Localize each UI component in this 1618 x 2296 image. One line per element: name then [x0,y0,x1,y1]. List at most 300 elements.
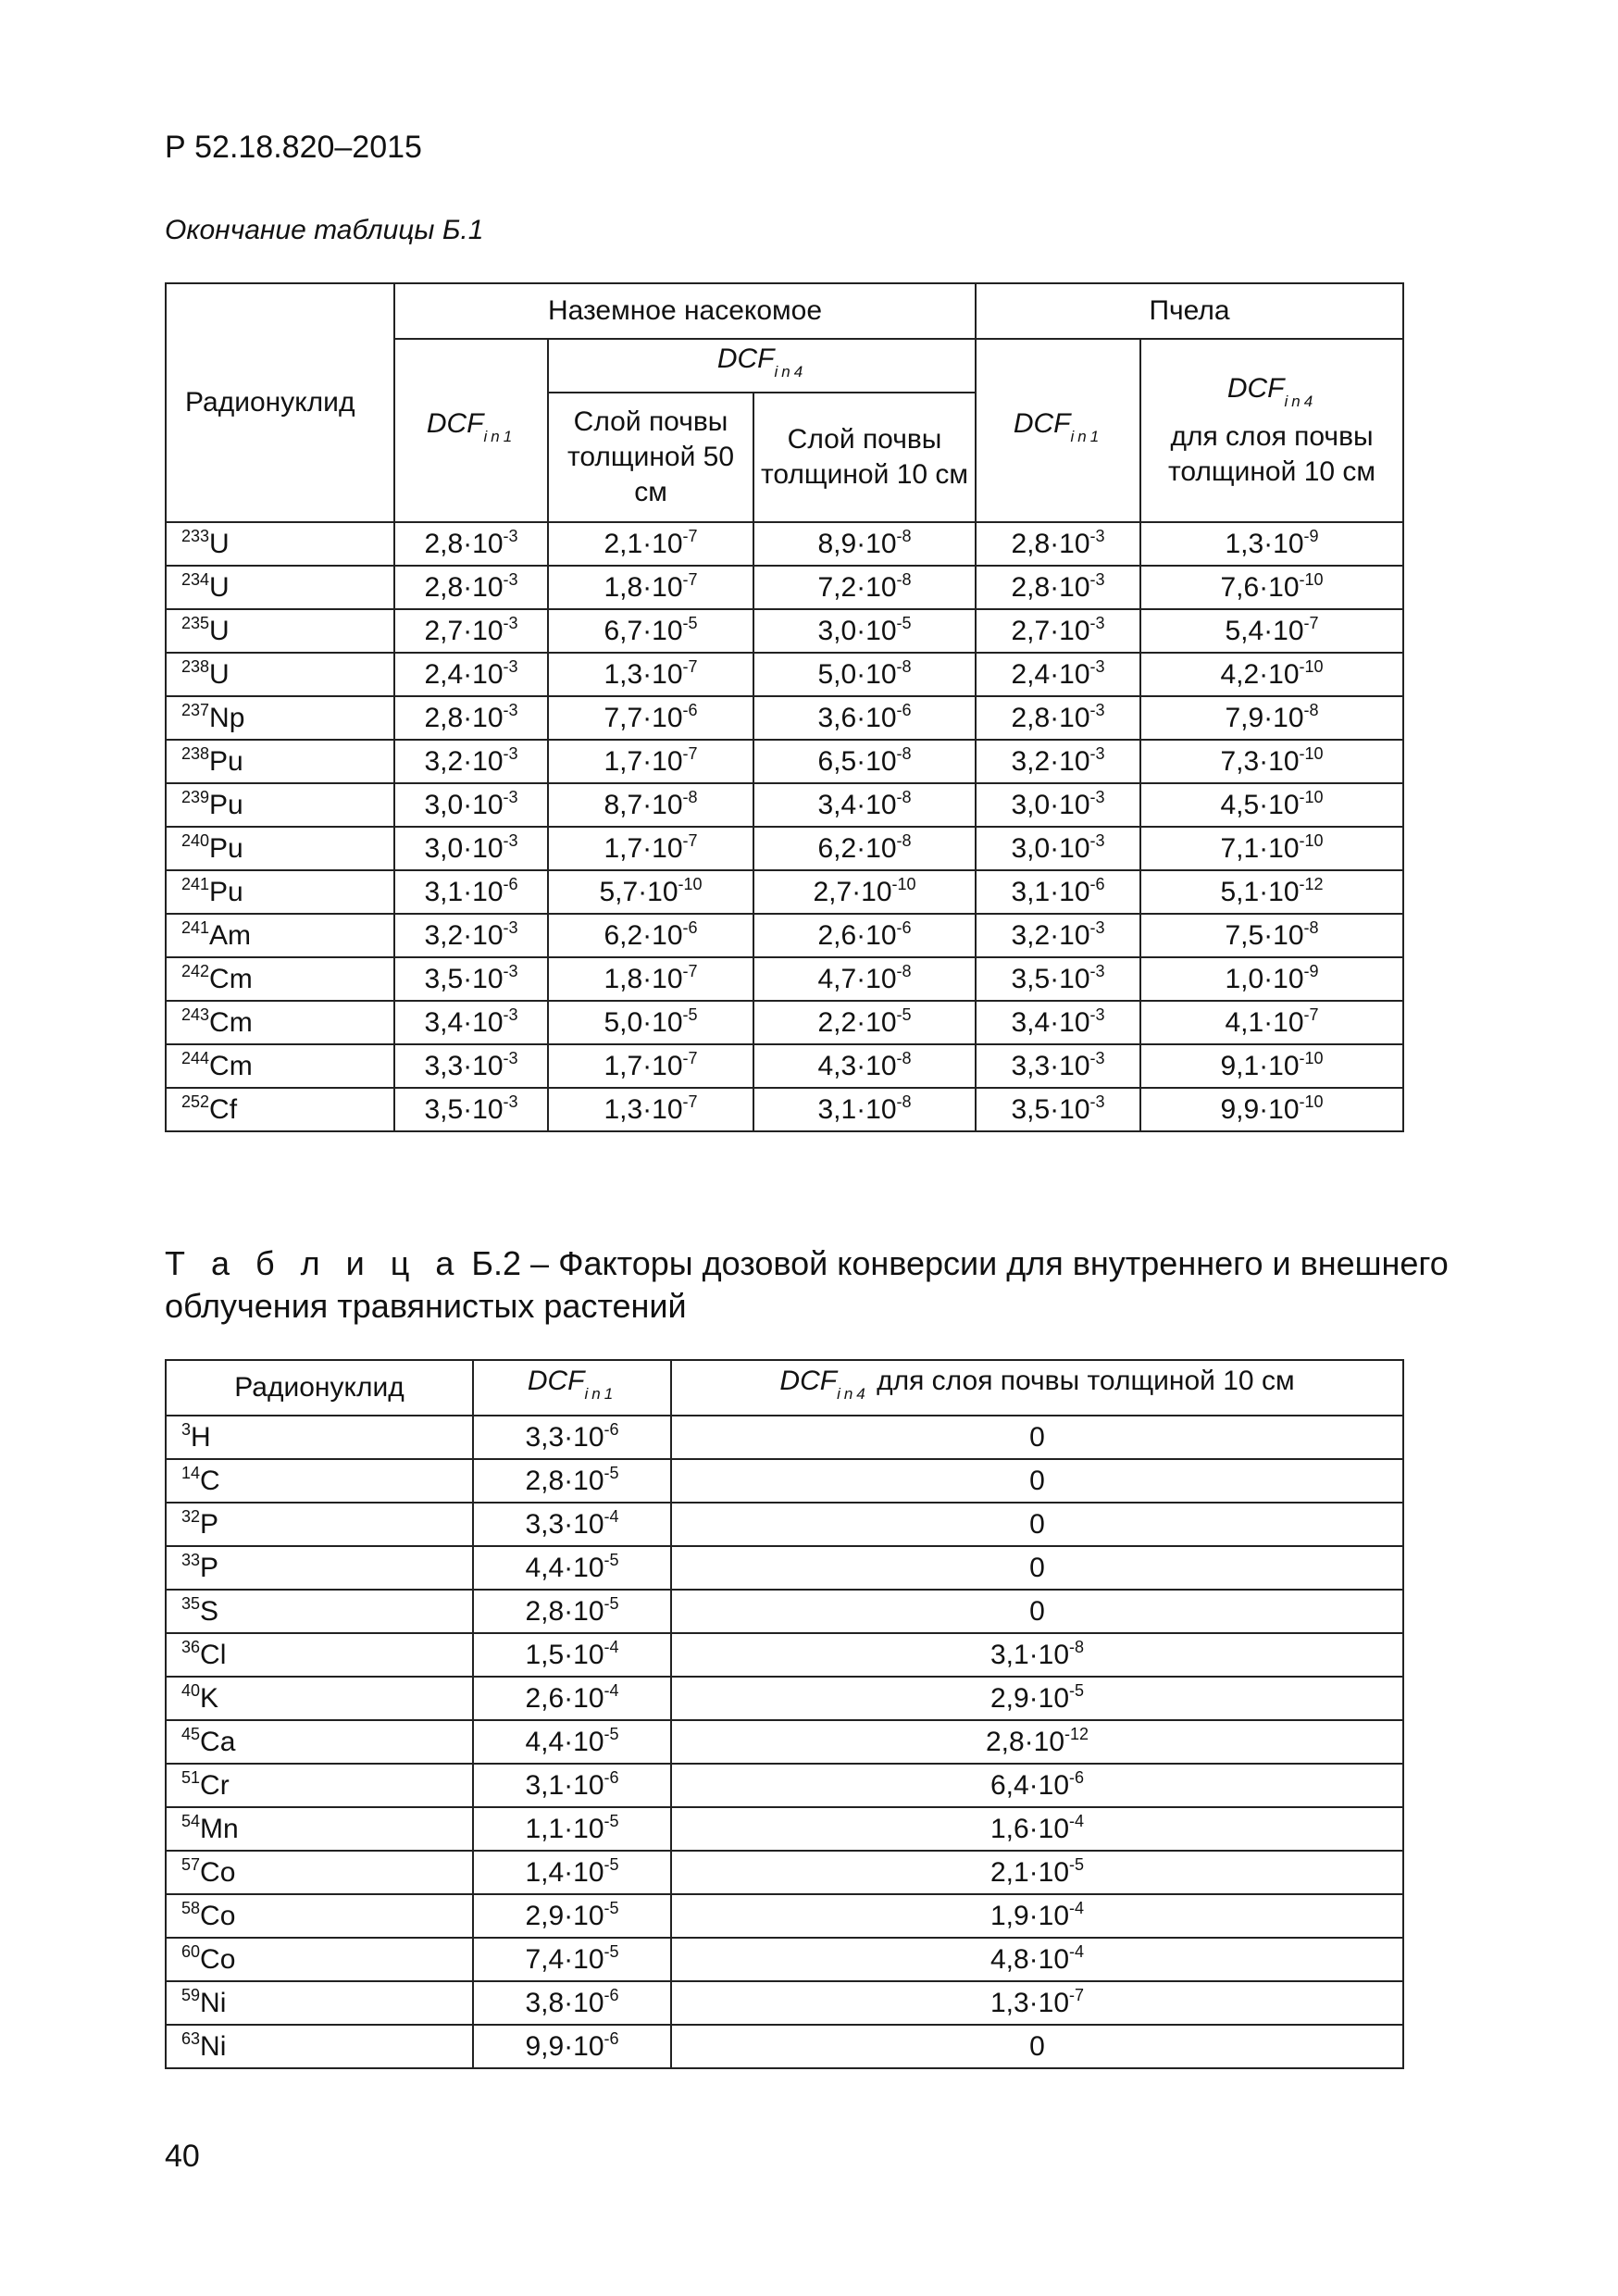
value-cell [1140,1001,1403,1044]
dcf-label: DCF [716,343,775,374]
value-exponent: -6 [682,700,698,719]
table-row [166,1894,1403,1938]
dcf-subscript: in4 [837,1385,869,1403]
value-exponent: -3 [503,961,518,980]
element-symbol: Cf [209,1093,238,1125]
value-mantissa: 4,2·10 [1220,658,1300,690]
value-exponent: -3 [1089,1004,1105,1024]
value-exponent: -3 [1089,569,1105,589]
value-mantissa: 0 [1029,1552,1045,1583]
value-cell [473,1764,671,1807]
value-cell [753,1044,976,1088]
value-exponent: -4 [604,1680,619,1700]
value-mantissa: 8,9·10 [817,528,897,559]
value-cell [473,2025,671,2068]
value-exponent: -9 [1303,526,1319,545]
value-mantissa: 3,2·10 [424,919,504,951]
value-cell [976,957,1140,1001]
table-row [166,1590,1403,1633]
value-mantissa: 3,0·10 [424,789,504,820]
table-row [166,1633,1403,1677]
value-exponent: -7 [1303,613,1319,632]
value-mantissa: 7,9·10 [1225,702,1304,733]
value-cell [394,827,548,870]
element-symbol: Co [200,1856,236,1888]
table-row [166,1981,1403,2025]
value-exponent: -6 [604,1985,619,2004]
dcf-label: DCF [1013,408,1071,439]
value-mantissa: 3,5·10 [424,963,504,994]
value-cell [473,1677,671,1720]
value-exponent: -10 [1299,1048,1324,1067]
value-mantissa: 3,3·10 [1011,1050,1090,1081]
value-cell [394,566,548,609]
value-mantissa: 2,7·10 [424,615,504,646]
radionuclide-cell [166,783,394,827]
value-cell [473,1590,671,1633]
value-mantissa: 4,8·10 [989,1943,1070,1975]
element-symbol: Pu [209,832,243,864]
radionuclide-cell [166,1503,473,1546]
table-row [166,1088,1403,1131]
value-exponent: -6 [896,917,912,937]
value-exponent: -5 [604,1898,619,1917]
value-exponent: -5 [1069,1854,1085,1874]
value-exponent: -5 [682,613,698,632]
value-cell [753,870,976,914]
element-symbol: Np [209,702,245,733]
value-mantissa: 3,2·10 [424,745,504,777]
value-cell [548,522,753,566]
value-mantissa: 2,8·10 [1011,702,1090,733]
header-radionuclide: Радионуклид [166,1360,473,1416]
mass-number: 238 [181,656,210,676]
radionuclide-cell [166,1851,473,1894]
value-mantissa: 0 [1029,1508,1045,1540]
value-exponent: -9 [1303,961,1319,980]
radionuclide-cell [166,2025,473,2068]
radionuclide-cell [166,740,394,783]
value-cell [671,2025,1403,2068]
table-row [166,653,1403,696]
value-exponent: -6 [1069,1767,1085,1787]
value-cell [753,1001,976,1044]
header-insect-dcf-in4 [548,339,976,393]
value-exponent: -10 [1299,569,1324,589]
value-mantissa: 2,7·10 [1011,615,1090,646]
value-exponent: -7 [682,961,698,980]
value-mantissa: 2,8·10 [1011,528,1090,559]
element-symbol: C [200,1465,220,1496]
value-exponent: -7 [682,1048,698,1067]
value-mantissa: 2,8·10 [424,528,504,559]
value-cell [473,1633,671,1677]
value-cell [976,827,1140,870]
value-mantissa: 1,3·10 [604,1093,683,1125]
value-exponent: -7 [682,743,698,763]
mass-number: 51 [181,1767,201,1787]
element-symbol: Mn [200,1813,239,1844]
element-symbol: Cm [209,963,253,994]
value-exponent: -3 [1089,787,1105,806]
mass-number: 241 [181,874,210,893]
value-exponent: -10 [891,874,916,893]
value-cell [394,783,548,827]
value-mantissa: 2,4·10 [424,658,504,690]
value-cell [671,1764,1403,1807]
mass-number: 57 [181,1854,201,1874]
radionuclide-cell [166,696,394,740]
value-cell [473,1938,671,1981]
value-mantissa: 7,5·10 [1225,919,1304,951]
value-exponent: -5 [604,1550,619,1569]
value-mantissa: 7,7·10 [604,702,683,733]
value-mantissa: 1,8·10 [604,963,683,994]
value-cell [753,740,976,783]
value-mantissa: 3,1·10 [817,1093,897,1125]
value-cell [1140,696,1403,740]
value-exponent: -4 [1069,1898,1085,1917]
element-symbol: P [200,1508,219,1540]
value-mantissa: 2,6·10 [525,1682,604,1714]
value-mantissa: 7,3·10 [1220,745,1300,777]
value-cell [976,566,1140,609]
value-cell [671,1546,1403,1590]
value-mantissa: 2,6·10 [817,919,897,951]
value-cell [1140,653,1403,696]
value-exponent: -3 [503,830,518,850]
value-cell [394,609,548,653]
value-mantissa: 3,1·10 [1011,876,1090,907]
value-cell [548,914,753,957]
value-mantissa: 3,4·10 [424,1006,504,1038]
value-cell [671,1894,1403,1938]
table-row [166,870,1403,914]
value-exponent: -8 [1303,700,1319,719]
table-row [166,1503,1403,1546]
value-mantissa: 1,7·10 [604,1050,683,1081]
value-mantissa: 1,7·10 [604,745,683,777]
value-exponent: -6 [1089,874,1105,893]
value-cell [473,1416,671,1459]
value-exponent: -3 [1089,1092,1105,1111]
value-mantissa: 4,1·10 [1225,1006,1304,1038]
value-exponent: -10 [1299,787,1324,806]
radionuclide-cell [166,1633,473,1677]
value-mantissa: 1,0·10 [1225,963,1304,994]
dcf-label: DCF [779,1366,838,1396]
value-mantissa: 5,4·10 [1225,615,1304,646]
header-radionuclide: Радионуклид [166,283,394,522]
mass-number: 32 [181,1506,201,1526]
value-mantissa: 6,7·10 [604,615,683,646]
table1-caption: Окончание таблицы Б.1 [165,215,484,245]
radionuclide-cell [166,1764,473,1807]
caption-text: Б.2 – Факторы дозовой конверсии для внутреннего и внешнего облучения травянистых растений [165,1244,1449,1325]
value-mantissa: 2,9·10 [989,1682,1070,1714]
value-mantissa: 0 [1029,1421,1045,1453]
value-cell [1140,740,1403,783]
value-cell [548,740,753,783]
value-exponent: -5 [604,1811,619,1830]
mass-number: 242 [181,961,210,980]
value-cell [671,1720,1403,1764]
value-cell [976,1044,1140,1088]
value-mantissa: 2,8·10 [424,702,504,733]
value-exponent: -7 [1069,1985,1085,2004]
value-exponent: -10 [678,874,703,893]
value-exponent: -3 [503,613,518,632]
value-cell [548,827,753,870]
value-cell [976,1088,1140,1131]
element-symbol: U [209,571,230,603]
value-mantissa: 3,3·10 [525,1508,604,1540]
value-exponent: -7 [682,569,698,589]
table-row [166,696,1403,740]
mass-number: 244 [181,1048,210,1067]
value-mantissa: 2,2·10 [817,1006,897,1038]
value-cell [1140,522,1403,566]
table-row [166,740,1403,783]
value-cell [753,1088,976,1131]
dcf-subscript: in1 [1070,428,1103,445]
value-exponent: -3 [1089,700,1105,719]
element-symbol: U [209,528,230,559]
value-mantissa: 7,2·10 [817,571,897,603]
value-exponent: -3 [1089,526,1105,545]
element-symbol: Ni [200,1987,227,2018]
value-mantissa: 3,1·10 [424,876,504,907]
element-symbol: Pu [209,789,243,820]
radionuclide-cell [166,957,394,1001]
mass-number: 63 [181,2028,201,2048]
value-exponent: -3 [503,526,518,545]
radionuclide-cell [166,870,394,914]
value-cell [976,870,1140,914]
value-cell [473,1503,671,1546]
table-row [166,566,1403,609]
value-cell [753,827,976,870]
dcf-subscript: in1 [584,1385,617,1403]
header-soil-50cm: Слой почвы толщиной 50 см [548,393,753,522]
value-mantissa: 1,7·10 [604,832,683,864]
value-cell [671,1807,1403,1851]
element-symbol: Pu [209,745,243,777]
value-exponent: -5 [604,1854,619,1874]
element-symbol: K [200,1682,219,1714]
value-mantissa: 2,8·10 [525,1595,604,1627]
element-symbol: Co [200,1943,236,1975]
value-exponent: -7 [682,1092,698,1111]
value-cell [1140,783,1403,827]
table-b1 [165,282,1404,1132]
value-exponent: -7 [1303,1004,1319,1024]
value-exponent: -3 [503,700,518,719]
value-exponent: -8 [1069,1637,1085,1656]
value-mantissa: 3,5·10 [1011,1093,1090,1125]
value-cell [753,566,976,609]
radionuclide-cell [166,1677,473,1720]
value-cell [976,783,1140,827]
value-exponent: -5 [604,1941,619,1961]
value-exponent: -6 [896,700,912,719]
mass-number: 241 [181,917,210,937]
value-cell [473,1851,671,1894]
value-mantissa: 1,5·10 [525,1639,604,1670]
mass-number: 59 [181,1985,201,2004]
dcf-label: DCF [527,1366,585,1396]
value-exponent: -12 [1064,1724,1089,1743]
value-exponent: -3 [503,569,518,589]
mass-number: 240 [181,830,210,850]
value-exponent: -10 [1299,830,1324,850]
header-bee: Пчела [976,283,1403,339]
table-row [166,1764,1403,1807]
value-exponent: -3 [1089,1048,1105,1067]
value-cell [394,914,548,957]
value-cell [548,653,753,696]
value-exponent: -5 [604,1593,619,1613]
value-cell [753,783,976,827]
value-mantissa: 3,8·10 [525,1987,604,2018]
radionuclide-cell [166,1416,473,1459]
value-mantissa: 3,0·10 [817,615,897,646]
value-mantissa: 2,8·10 [424,571,504,603]
value-cell [671,1677,1403,1720]
document-code: Р 52.18.820–2015 [165,130,422,165]
value-mantissa: 2,7·10 [813,876,892,907]
value-cell [548,609,753,653]
element-symbol: S [200,1595,219,1627]
radionuclide-cell [166,1459,473,1503]
value-exponent: -8 [1303,917,1319,937]
value-mantissa: 9,1·10 [1220,1050,1300,1081]
value-exponent: -6 [503,874,518,893]
mass-number: 243 [181,1004,210,1024]
value-cell [394,1044,548,1088]
value-mantissa: 4,5·10 [1220,789,1300,820]
value-mantissa: 6,4·10 [989,1769,1070,1801]
table-row [166,957,1403,1001]
value-exponent: -8 [896,1048,912,1067]
value-exponent: -7 [682,656,698,676]
value-mantissa: 3,1·10 [989,1639,1070,1670]
header-dcf-in1 [473,1360,671,1416]
element-symbol: Cl [200,1639,227,1670]
value-cell [548,957,753,1001]
value-cell [473,1546,671,1590]
element-symbol: P [200,1552,219,1583]
radionuclide-cell [166,1001,394,1044]
value-mantissa: 8,7·10 [604,789,683,820]
value-mantissa: 6,2·10 [817,832,897,864]
value-cell [394,522,548,566]
value-cell [1140,1044,1403,1088]
value-cell [473,1720,671,1764]
value-mantissa: 4,7·10 [817,963,897,994]
value-mantissa: 3,3·10 [424,1050,504,1081]
value-exponent: -3 [1089,961,1105,980]
mass-number: 36 [181,1637,201,1656]
value-exponent: -6 [604,2028,619,2048]
dcf-subscript: in4 [774,363,807,381]
radionuclide-cell [166,914,394,957]
radionuclide-cell [166,653,394,696]
radionuclide-cell [166,609,394,653]
value-cell [394,653,548,696]
header-bee-dcf-in1 [976,339,1140,522]
value-cell [671,1503,1403,1546]
table-row [166,1546,1403,1590]
table-row [166,1677,1403,1720]
value-mantissa: 5,1·10 [1220,876,1300,907]
value-cell [394,740,548,783]
value-mantissa: 0 [1029,2030,1045,2062]
value-mantissa: 2,8·10 [1011,571,1090,603]
mass-number: 252 [181,1092,210,1111]
value-mantissa: 1,3·10 [604,658,683,690]
value-cell [753,696,976,740]
value-mantissa: 3,3·10 [525,1421,604,1453]
element-symbol: H [191,1421,211,1453]
value-mantissa: 0 [1029,1595,1045,1627]
value-mantissa: 2,1·10 [989,1856,1070,1888]
value-exponent: -7 [682,526,698,545]
value-exponent: -8 [896,1092,912,1111]
element-symbol: Pu [209,876,243,907]
dcf-label: DCF [1226,373,1285,404]
value-cell [548,1001,753,1044]
value-cell [671,1459,1403,1503]
table-row [166,609,1403,653]
value-mantissa: 2,4·10 [1011,658,1090,690]
value-mantissa: 5,0·10 [817,658,897,690]
value-mantissa: 7,6·10 [1220,571,1300,603]
header-bee-dcf-in4 [1140,339,1403,522]
mass-number: 58 [181,1898,201,1917]
value-exponent: -8 [896,526,912,545]
mass-number: 3 [181,1419,192,1439]
header-insect-dcf-in1 [394,339,548,522]
value-cell [548,696,753,740]
value-exponent: -8 [896,743,912,763]
value-cell [671,1938,1403,1981]
value-exponent: -3 [503,917,518,937]
value-exponent: -5 [1069,1680,1085,1700]
value-exponent: -3 [1089,830,1105,850]
value-cell [753,609,976,653]
value-mantissa: 9,9·10 [525,2030,604,2062]
value-exponent: -3 [503,743,518,763]
value-exponent: -6 [682,917,698,937]
value-mantissa: 2,8·10 [985,1726,1065,1757]
value-mantissa: 3,0·10 [1011,789,1090,820]
table-row [166,1001,1403,1044]
mass-number: 60 [181,1941,201,1961]
value-exponent: -3 [1089,613,1105,632]
radionuclide-cell [166,1590,473,1633]
value-mantissa: 3,4·10 [1011,1006,1090,1038]
value-cell [753,522,976,566]
value-exponent: -4 [1069,1811,1085,1830]
radionuclide-cell [166,1088,394,1131]
table2-caption [165,1242,1461,1328]
mass-number: 237 [181,700,210,719]
caption-label: Т а б л и ц а [165,1244,463,1282]
mass-number: 239 [181,787,210,806]
radionuclide-cell [166,1981,473,2025]
value-mantissa: 3,0·10 [424,832,504,864]
